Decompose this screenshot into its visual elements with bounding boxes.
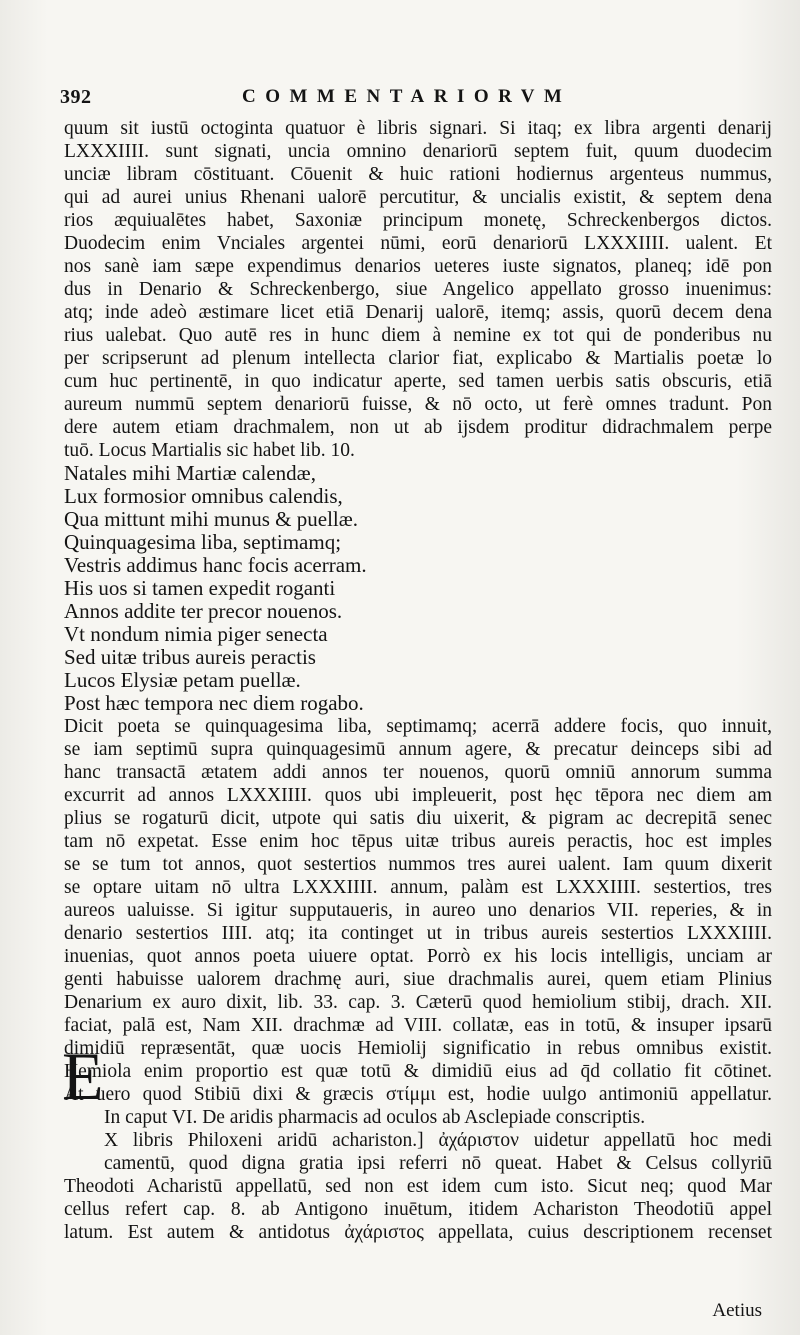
text-line: quum sit iustū octoginta quatuor è libris signari. Si itaq; ex libra argenti denarij — [64, 118, 772, 139]
text-line: rios æquiualētes habet, Saxoniæ principum monetę, Schreckenbergos dictos. — [64, 210, 772, 231]
text-line: atq; inde adeò æstimare licet etiā Denarij ualorē, itemq; assis, quorū decem dena — [64, 302, 772, 323]
text-line: se optare uitam nō ultra LXXXIIII. annum, palàm est LXXXIIII. sestertios, tres — [64, 877, 772, 898]
text-line: Theodoti Acharistū appellatū, sed non est idem cum isto. Sicut neq; quod Mar — [64, 1176, 772, 1197]
poem-line: Quinquagesima liba, septimamq; — [64, 531, 342, 554]
text-line: Duodecim enim Vnciales argentei nūmi, eorū denariorū LXXXIIII. ualent. Et — [64, 233, 772, 254]
text-line: tuō. Locus Martialis sic habet lib. 10. — [64, 440, 355, 461]
text-line: nos sanè iam sæpe expendimus denarios ueteres iuste signatos, planeq; idē pon — [64, 256, 772, 277]
text-line: faciat, palā est, Nam XII. drachmæ ad VIII. collatæ, eas in totū, & insuper ipsarū — [64, 1015, 772, 1036]
drop-cap: E — [62, 1038, 104, 1114]
poem-line: Lux formosior omnibus calendis, — [64, 485, 343, 508]
text-line: genti habuisse ualorem drachmę auri, siue drachmalis aurei, quem etiam Plinius — [64, 969, 772, 990]
text-line: Hemiola enim proportio est quæ totū & dimidiū eius ad q̄d collatio fit cōtinet. — [64, 1061, 772, 1082]
text-line: qui ad aurei unius Rhenani ualorē percutitur, & uncialis existit, & septem dena — [64, 187, 772, 208]
text-line: per scripserunt ad plenum intellecta clarior fiat, explicabo & Martialis poetæ lo — [64, 348, 772, 369]
text-line: inuenias, quot annos poeta uiuere optat. Porrò ex his locis intelligis, unciam ar — [64, 946, 772, 967]
text-line: aureum nummū septem denariorū fuisse, & nō octo, ut ferè omnes tradunt. Pon — [64, 394, 772, 415]
chapter-heading: In caput VI. De aridis pharmacis ad oculos ab Asclepiade conscriptis. — [104, 1107, 646, 1128]
text-line: tam nō expetat. Esse enim hoc tēpus uitæ tribus aureis peractis, hoc est imples — [64, 831, 772, 852]
poem-line: His uos si tamen expedit roganti — [64, 577, 336, 600]
text-line: dere autem etiam drachmalem, non ut ab ijsdem proditur didrachmalem perpe — [64, 417, 772, 438]
text-line: X libris Philoxeni aridū achariston.] ἀχάριστον uidetur appellatū hoc medi — [104, 1130, 772, 1151]
running-head: COMMENTARIORVM — [242, 86, 572, 107]
text-line: At uero quod Stibiū dixi & græcis στίμμι est, hodie uulgo antimoniū appellatur. — [64, 1084, 772, 1105]
text-block — [64, 117, 772, 1244]
poem-line: Annos addite ter precor nouenos. — [64, 600, 343, 623]
text-line: plius se rogaturū dicit, utpote qui satis diu uixerit, & pigram ac decrepitā senec — [64, 808, 772, 829]
text-line: cum huc pertinentē, in quo indicatur aperte, sed tamen uerbis satis obscuris, etiā — [64, 371, 772, 392]
text-line: rius ualebat. Quo autē res in hunc diem à nemine ex tot qui de ponderibus nu — [64, 325, 772, 346]
text-line: se se tum tot annos, quot sestertios nummos tres aurei ualent. Iam quum dixerit — [64, 854, 772, 875]
page-header — [60, 86, 760, 116]
text-line: latum. Est autem & antidotus ἀχάριστος appellata, cuius descriptionem recenset — [64, 1222, 772, 1243]
poem-line: Vestris addimus hanc focis acerram. — [64, 554, 367, 577]
text-line: LXXXIIII. sunt signati, uncia omnino denariorū septem fuit, quum duodecim — [64, 141, 772, 162]
text-line: hanc transactā ætatem addi annos ter nouenos, quorū omniū annorum summa — [64, 762, 772, 783]
catchword: Aetius — [712, 1300, 762, 1321]
text-line: excurrit ad annos LXXXIIII. quos ubi impleuerit, post hęc tēpora nec diem am — [64, 785, 772, 806]
poem-line: Post hæc tempora nec diem rogabo. — [64, 692, 364, 715]
text-line: denario sestertios IIII. atq; ita continget ut in tribus aureis sestertios LXXXIIII. — [64, 923, 772, 944]
poem-line: Qua mittunt mihi munus & puellæ. — [64, 508, 358, 531]
text-line: Denarium ex auro dixit, lib. 33. cap. 3. Cæterū quod hemiolium stibij, drach. XII. — [64, 992, 772, 1013]
page-number: 392 — [60, 86, 92, 108]
poem-line: Lucos Elysiæ petam puellæ. — [64, 669, 301, 692]
text-line: camentū, quod digna gratia ipsi referri nō queat. Habet & Celsus collyriū — [104, 1153, 772, 1174]
text-line: dus in Denario & Schreckenbergo, siue Angelico appellato grosso inuenimus: — [64, 279, 772, 300]
text-line: cellus refert cap. 8. ab Antigono inuētum, itidem Achariston Theodotiū appel — [64, 1199, 772, 1220]
poem-line: Natales mihi Martiæ calendæ, — [64, 462, 316, 485]
text-line: aureos ualuisse. Si igitur supputaueris, in aureo uno denarios VII. reperies, & in — [64, 900, 772, 921]
text-line: unciæ libram cōstituant. Cōuenit & huic rationi hodiernus argenteus nummus, — [64, 164, 772, 185]
text-line: dimidiū repræsentāt, quæ uocis Hemiolij significatio in rebus omnibus existit. — [64, 1038, 772, 1059]
poem-line: Vt nondum nimia piger senecta — [64, 623, 328, 646]
text-line: se iam septimū supra quinquagesimū annum agere, & precatur deinceps sibi ad — [64, 739, 772, 760]
poem-line: Sed uitæ tribus aureis peractis — [64, 646, 316, 669]
text-line: Dicit poeta se quinquagesima liba, septimamq; acerrā addere focis, quo innuit, — [64, 716, 772, 737]
